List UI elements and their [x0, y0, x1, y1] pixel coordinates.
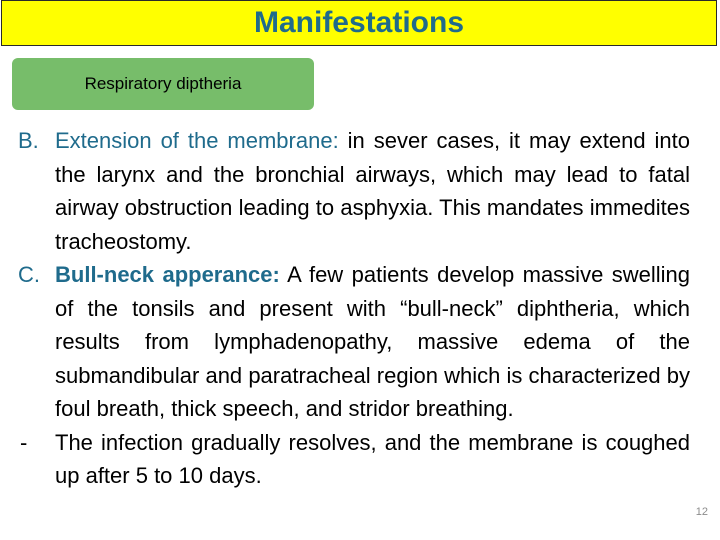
list-item-c	[18, 258, 690, 426]
list-marker: -	[20, 429, 28, 455]
list-marker: B.	[18, 128, 39, 153]
item-body: A few patients develop massive swelling of the tonsils and present with “bull-neck” diphtheria, which results from lymphadenopathy, massive edema of the submandibular and paratracheal region which is characterized by foul breath, thick speech, and stridor breathing.	[55, 262, 691, 421]
page-number: 12	[695, 506, 708, 518]
item-heading: Bull-neck apperance:	[55, 262, 280, 287]
item-body: in sever cases, it may extend into the larynx and the bronchial airways, which may lead to fatal airway obstruction leading to asphyxia. This mandates immedites tracheostomy.	[55, 128, 691, 254]
section-badge-label: Respiratory diptheria	[84, 74, 242, 93]
list-item-b	[18, 124, 690, 258]
item-body: The infection gradually resolves, and the membrane is coughed up after 5 to 10 days.	[55, 429, 690, 488]
slide-title: Manifestations	[253, 6, 465, 39]
item-heading: Extension of the membrane:	[55, 128, 339, 153]
section-badge	[12, 58, 314, 110]
slide-body	[18, 124, 690, 493]
title-bar	[1, 0, 717, 46]
list-item-dash	[18, 426, 690, 493]
list-marker: C.	[18, 262, 40, 287]
